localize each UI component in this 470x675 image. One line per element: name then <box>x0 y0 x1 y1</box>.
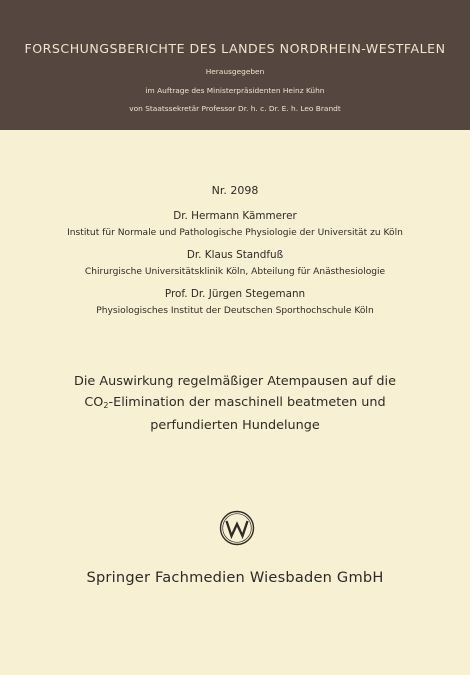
report-number: Nr. 2098 <box>211 184 259 197</box>
author-block <box>0 208 470 241</box>
commission-line: im Auftrage des Ministerpräsidenten Heinz Kühn <box>145 86 325 95</box>
springer-w-logo-icon <box>219 510 255 546</box>
book-title <box>40 372 430 437</box>
series-title: FORSCHUNGSBERICHTE DES LANDES NORDRHEIN-WESTFALEN <box>24 41 446 56</box>
title-line <box>40 393 430 417</box>
title-subscript: 2 <box>103 400 109 410</box>
author-block <box>0 286 470 319</box>
author-affiliation: Chirurgische Universitätsklinik Köln, Abteilung für Anästhesiologie <box>84 267 386 277</box>
author-affiliation: Physiologisches Institut der Deutschen Sporthochschule Köln <box>96 306 374 316</box>
editor-label: Herausgegeben <box>205 67 265 76</box>
author-list <box>0 208 470 325</box>
author-name: Prof. Dr. Jürgen Stegemann <box>164 288 306 300</box>
title-rest: -Elimination der maschinell beatmeten und <box>108 394 386 410</box>
author-name: Dr. Klaus Standfuß <box>186 249 284 261</box>
title-line: perfundierten Hundelunge <box>150 418 320 433</box>
title-line: Die Auswirkung regelmäßiger Atempausen auf die <box>73 374 396 389</box>
title-co: CO <box>84 394 104 410</box>
publisher-name: Springer Fachmedien Wiesbaden GmbH <box>86 569 384 586</box>
author-affiliation: Institut für Normale und Pathologische Physiologie der Universität zu Köln <box>67 228 403 238</box>
author-name: Dr. Hermann Kämmerer <box>173 210 297 222</box>
header-band <box>0 0 470 130</box>
editor-name: von Staatssekretär Professor Dr. h. c. Dr. E. h. Leo Brandt <box>129 104 341 113</box>
author-block <box>0 247 470 280</box>
